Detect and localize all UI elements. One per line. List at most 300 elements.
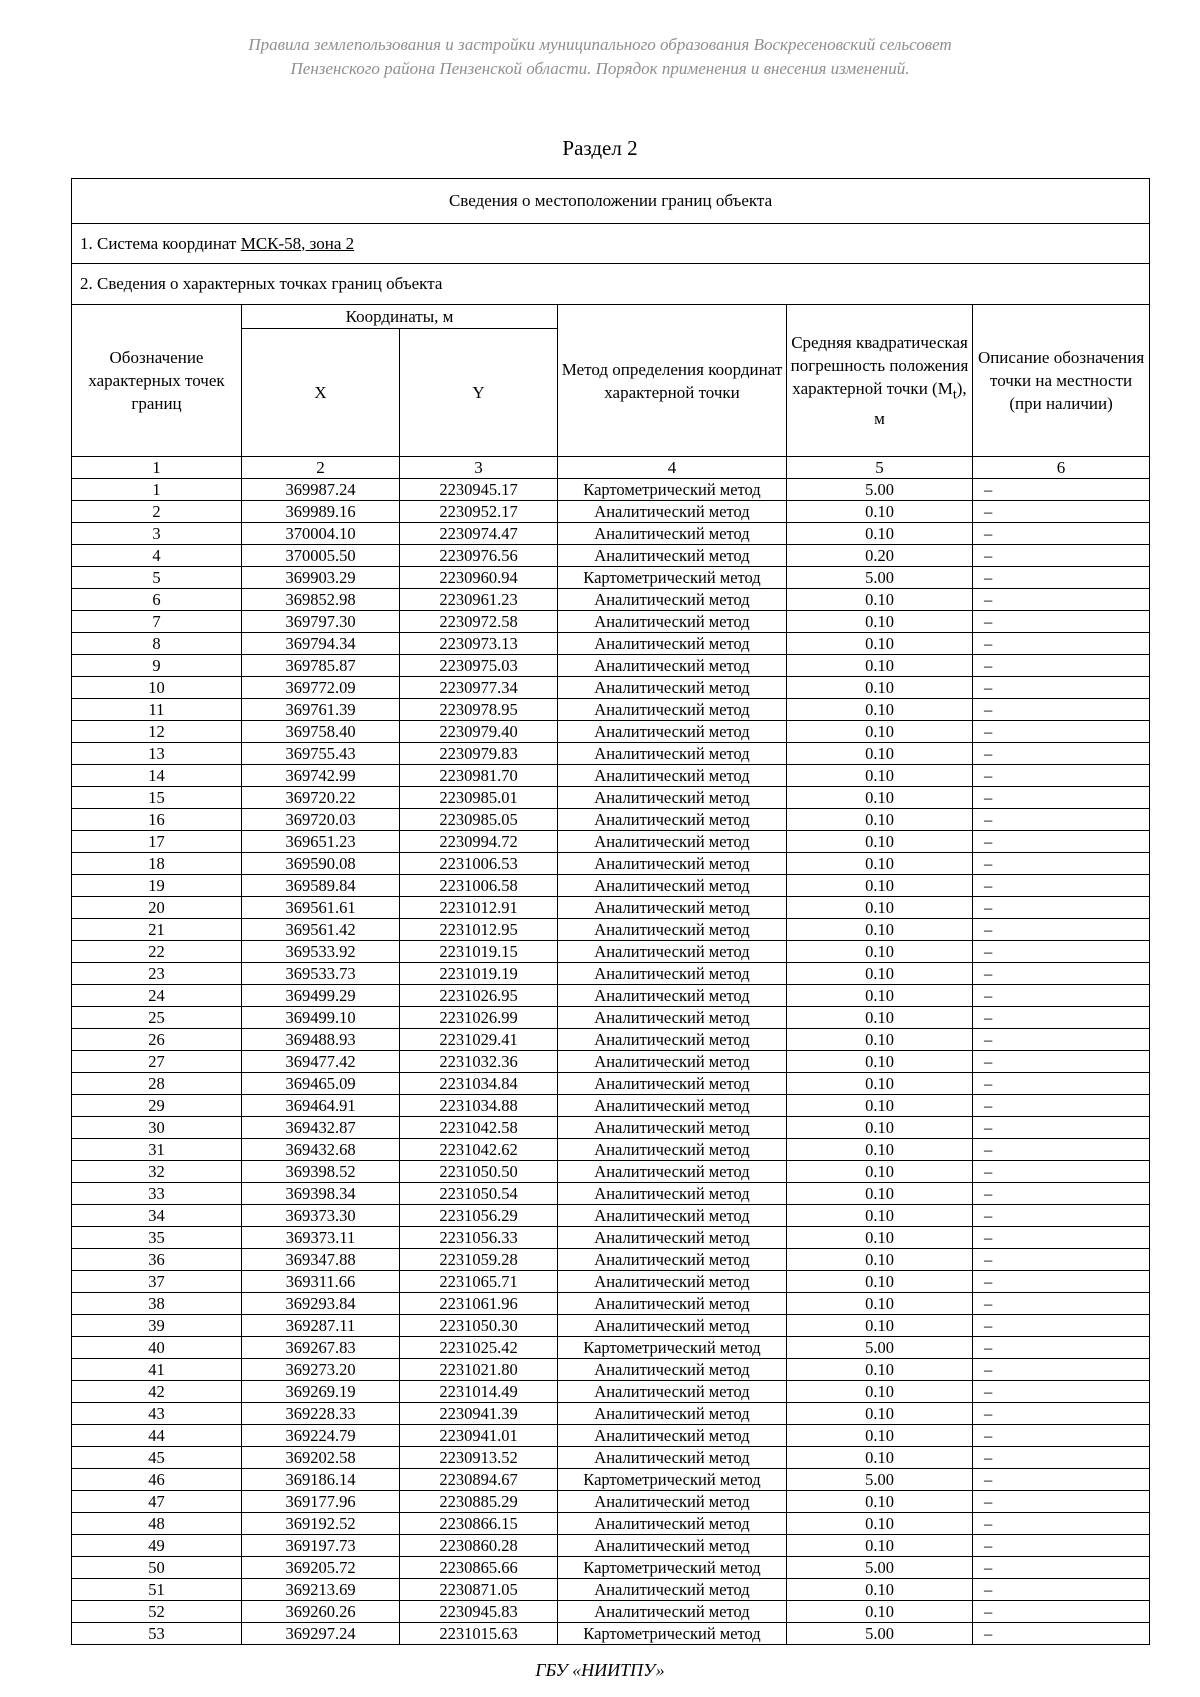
description-cell: – bbox=[973, 1579, 1150, 1601]
x-coordinate-cell: 369398.34 bbox=[242, 1183, 400, 1205]
x-coordinate-cell: 369589.84 bbox=[242, 875, 400, 897]
x-coordinate-cell: 369499.29 bbox=[242, 985, 400, 1007]
table-row bbox=[72, 1447, 1150, 1469]
y-coordinate-cell: 2230985.01 bbox=[400, 787, 558, 809]
method-cell: Аналитический метод bbox=[558, 853, 787, 875]
y-coordinate-cell: 2230866.15 bbox=[400, 1513, 558, 1535]
x-coordinate-cell: 369287.11 bbox=[242, 1315, 400, 1337]
x-coordinate-cell: 369590.08 bbox=[242, 853, 400, 875]
y-coordinate-cell: 2231042.62 bbox=[400, 1139, 558, 1161]
description-cell: – bbox=[973, 1425, 1150, 1447]
y-coordinate-cell: 2231056.33 bbox=[400, 1227, 558, 1249]
description-cell: – bbox=[973, 501, 1150, 523]
method-cell: Аналитический метод bbox=[558, 743, 787, 765]
description-cell: – bbox=[973, 743, 1150, 765]
method-cell: Аналитический метод bbox=[558, 787, 787, 809]
y-coordinate-cell: 2231019.19 bbox=[400, 963, 558, 985]
method-cell: Аналитический метод bbox=[558, 1359, 787, 1381]
point-id-cell: 9 bbox=[72, 655, 242, 677]
point-id-cell: 30 bbox=[72, 1117, 242, 1139]
points-caption: 2. Сведения о характерных точках границ объекта bbox=[72, 264, 1150, 305]
x-coordinate-cell: 369987.24 bbox=[242, 479, 400, 501]
point-id-cell: 22 bbox=[72, 941, 242, 963]
col-designation-header: Обозначение характерных точек границ bbox=[72, 305, 242, 457]
error-cell: 0.10 bbox=[787, 1227, 973, 1249]
table-row bbox=[72, 1535, 1150, 1557]
description-cell: – bbox=[973, 1073, 1150, 1095]
header-line-1: Правила землепользования и застройки муниципального образования Воскресеновский сельсовет bbox=[248, 35, 952, 54]
col-coords-header: Координаты, м bbox=[242, 305, 558, 329]
error-cell: 0.10 bbox=[787, 831, 973, 853]
description-cell: – bbox=[973, 1469, 1150, 1491]
table-row bbox=[72, 1007, 1150, 1029]
x-coordinate-cell: 369797.30 bbox=[242, 611, 400, 633]
error-cell: 0.10 bbox=[787, 501, 973, 523]
description-cell: – bbox=[973, 1491, 1150, 1513]
error-cell: 0.10 bbox=[787, 1205, 973, 1227]
error-cell: 0.10 bbox=[787, 853, 973, 875]
table-row bbox=[72, 809, 1150, 831]
section-title: Раздел 2 bbox=[562, 136, 638, 160]
error-cell: 0.10 bbox=[787, 985, 973, 1007]
method-cell: Аналитический метод bbox=[558, 611, 787, 633]
point-id-cell: 31 bbox=[72, 1139, 242, 1161]
y-coordinate-cell: 2230945.83 bbox=[400, 1601, 558, 1623]
description-cell: – bbox=[973, 765, 1150, 787]
method-cell: Картометрический метод bbox=[558, 479, 787, 501]
error-cell: 0.10 bbox=[787, 1139, 973, 1161]
description-cell: – bbox=[973, 1535, 1150, 1557]
y-coordinate-cell: 2231065.71 bbox=[400, 1271, 558, 1293]
table-row bbox=[72, 1491, 1150, 1513]
y-coordinate-cell: 2231061.96 bbox=[400, 1293, 558, 1315]
y-coordinate-cell: 2231006.58 bbox=[400, 875, 558, 897]
description-cell: – bbox=[973, 1183, 1150, 1205]
method-cell: Аналитический метод bbox=[558, 1601, 787, 1623]
table-row bbox=[72, 1557, 1150, 1579]
table-row bbox=[72, 1117, 1150, 1139]
method-cell: Аналитический метод bbox=[558, 985, 787, 1007]
description-cell: – bbox=[973, 1513, 1150, 1535]
x-coordinate-cell: 369533.73 bbox=[242, 963, 400, 985]
y-coordinate-cell: 2230865.66 bbox=[400, 1557, 558, 1579]
method-cell: Аналитический метод bbox=[558, 919, 787, 941]
description-cell: – bbox=[973, 699, 1150, 721]
y-coordinate-cell: 2231059.28 bbox=[400, 1249, 558, 1271]
description-cell: – bbox=[973, 479, 1150, 501]
method-cell: Картометрический метод bbox=[558, 1337, 787, 1359]
description-cell: – bbox=[973, 941, 1150, 963]
point-id-cell: 3 bbox=[72, 523, 242, 545]
col-error-main: Средняя квадратическая погрешность положения характерной точки (M bbox=[790, 333, 969, 399]
column-number: 6 bbox=[973, 457, 1150, 479]
point-id-cell: 34 bbox=[72, 1205, 242, 1227]
point-id-cell: 15 bbox=[72, 787, 242, 809]
description-cell: – bbox=[973, 1139, 1150, 1161]
point-id-cell: 45 bbox=[72, 1447, 242, 1469]
method-cell: Аналитический метод bbox=[558, 1117, 787, 1139]
col-y-header: Y bbox=[400, 329, 558, 457]
method-cell: Аналитический метод bbox=[558, 1139, 787, 1161]
point-id-cell: 8 bbox=[72, 633, 242, 655]
table-row bbox=[72, 611, 1150, 633]
table-row bbox=[72, 787, 1150, 809]
method-cell: Аналитический метод bbox=[558, 1447, 787, 1469]
y-coordinate-cell: 2230941.01 bbox=[400, 1425, 558, 1447]
description-cell: – bbox=[973, 963, 1150, 985]
description-cell: – bbox=[973, 1601, 1150, 1623]
table-row bbox=[72, 743, 1150, 765]
method-cell: Аналитический метод bbox=[558, 1315, 787, 1337]
column-number: 5 bbox=[787, 457, 973, 479]
col-description-header: Описание обозначения точки на местности (при наличии) bbox=[973, 305, 1150, 457]
point-id-cell: 37 bbox=[72, 1271, 242, 1293]
method-cell: Аналитический метод bbox=[558, 1579, 787, 1601]
error-cell: 5.00 bbox=[787, 479, 973, 501]
x-coordinate-cell: 369186.14 bbox=[242, 1469, 400, 1491]
x-coordinate-cell: 369373.30 bbox=[242, 1205, 400, 1227]
description-cell: – bbox=[973, 1227, 1150, 1249]
error-cell: 0.10 bbox=[787, 1491, 973, 1513]
table-row bbox=[72, 853, 1150, 875]
table-row bbox=[72, 1293, 1150, 1315]
point-id-cell: 50 bbox=[72, 1557, 242, 1579]
table-row bbox=[72, 963, 1150, 985]
error-cell: 0.10 bbox=[787, 1315, 973, 1337]
error-cell: 0.10 bbox=[787, 1073, 973, 1095]
method-cell: Аналитический метод bbox=[558, 875, 787, 897]
method-cell: Аналитический метод bbox=[558, 1249, 787, 1271]
description-cell: – bbox=[973, 1117, 1150, 1139]
table-row bbox=[72, 941, 1150, 963]
point-id-cell: 48 bbox=[72, 1513, 242, 1535]
method-cell: Аналитический метод bbox=[558, 963, 787, 985]
y-coordinate-cell: 2230972.58 bbox=[400, 611, 558, 633]
table-row bbox=[72, 567, 1150, 589]
point-id-cell: 44 bbox=[72, 1425, 242, 1447]
description-cell: – bbox=[973, 611, 1150, 633]
description-cell: – bbox=[973, 1095, 1150, 1117]
y-coordinate-cell: 2230974.47 bbox=[400, 523, 558, 545]
table-row bbox=[72, 985, 1150, 1007]
error-cell: 0.10 bbox=[787, 1403, 973, 1425]
point-id-cell: 4 bbox=[72, 545, 242, 567]
description-cell: – bbox=[973, 545, 1150, 567]
x-coordinate-cell: 369651.23 bbox=[242, 831, 400, 853]
method-cell: Аналитический метод bbox=[558, 1535, 787, 1557]
error-cell: 0.10 bbox=[787, 1249, 973, 1271]
y-coordinate-cell: 2231026.95 bbox=[400, 985, 558, 1007]
error-cell: 0.10 bbox=[787, 1535, 973, 1557]
error-cell: 0.10 bbox=[787, 1601, 973, 1623]
x-coordinate-cell: 369720.22 bbox=[242, 787, 400, 809]
y-coordinate-cell: 2231032.36 bbox=[400, 1051, 558, 1073]
y-coordinate-cell: 2230885.29 bbox=[400, 1491, 558, 1513]
error-cell: 0.10 bbox=[787, 721, 973, 743]
method-cell: Картометрический метод bbox=[558, 567, 787, 589]
header-line-2: Пензенского района Пензенской области. Порядок применения и внесения изменений. bbox=[290, 59, 910, 78]
point-id-cell: 20 bbox=[72, 897, 242, 919]
x-coordinate-cell: 369293.84 bbox=[242, 1293, 400, 1315]
error-cell: 0.10 bbox=[787, 875, 973, 897]
x-coordinate-cell: 369260.26 bbox=[242, 1601, 400, 1623]
table-row bbox=[72, 1095, 1150, 1117]
point-id-cell: 52 bbox=[72, 1601, 242, 1623]
description-cell: – bbox=[973, 1557, 1150, 1579]
method-cell: Аналитический метод bbox=[558, 1205, 787, 1227]
error-cell: 0.10 bbox=[787, 1513, 973, 1535]
y-coordinate-cell: 2231056.29 bbox=[400, 1205, 558, 1227]
document-header bbox=[0, 33, 1200, 81]
error-cell: 0.10 bbox=[787, 1007, 973, 1029]
y-coordinate-cell: 2231034.88 bbox=[400, 1095, 558, 1117]
x-coordinate-cell: 369989.16 bbox=[242, 501, 400, 523]
error-cell: 5.00 bbox=[787, 1557, 973, 1579]
table-row bbox=[72, 919, 1150, 941]
x-coordinate-cell: 369561.61 bbox=[242, 897, 400, 919]
description-cell: – bbox=[973, 787, 1150, 809]
method-cell: Аналитический метод bbox=[558, 1425, 787, 1447]
x-coordinate-cell: 369758.40 bbox=[242, 721, 400, 743]
point-id-cell: 14 bbox=[72, 765, 242, 787]
table-row bbox=[72, 1403, 1150, 1425]
x-coordinate-cell: 369373.11 bbox=[242, 1227, 400, 1249]
point-id-cell: 1 bbox=[72, 479, 242, 501]
description-cell: – bbox=[973, 1315, 1150, 1337]
method-cell: Аналитический метод bbox=[558, 721, 787, 743]
description-cell: – bbox=[973, 1381, 1150, 1403]
error-cell: 0.10 bbox=[787, 633, 973, 655]
table-row bbox=[72, 721, 1150, 743]
error-cell: 0.10 bbox=[787, 1271, 973, 1293]
point-id-cell: 2 bbox=[72, 501, 242, 523]
error-cell: 0.10 bbox=[787, 1293, 973, 1315]
table-row bbox=[72, 479, 1150, 501]
method-cell: Аналитический метод bbox=[558, 1095, 787, 1117]
table-row bbox=[72, 1271, 1150, 1293]
method-cell: Аналитический метод bbox=[558, 1007, 787, 1029]
method-cell: Аналитический метод bbox=[558, 1403, 787, 1425]
description-cell: – bbox=[973, 523, 1150, 545]
description-cell: – bbox=[973, 919, 1150, 941]
error-cell: 0.10 bbox=[787, 809, 973, 831]
description-cell: – bbox=[973, 1337, 1150, 1359]
point-id-cell: 32 bbox=[72, 1161, 242, 1183]
error-cell: 0.10 bbox=[787, 699, 973, 721]
error-cell: 0.10 bbox=[787, 963, 973, 985]
x-coordinate-cell: 370004.10 bbox=[242, 523, 400, 545]
table-row bbox=[72, 1469, 1150, 1491]
description-cell: – bbox=[973, 721, 1150, 743]
x-coordinate-cell: 369852.98 bbox=[242, 589, 400, 611]
description-cell: – bbox=[973, 1007, 1150, 1029]
point-id-cell: 46 bbox=[72, 1469, 242, 1491]
point-id-cell: 11 bbox=[72, 699, 242, 721]
table-row bbox=[72, 1425, 1150, 1447]
point-id-cell: 17 bbox=[72, 831, 242, 853]
method-cell: Аналитический метод bbox=[558, 589, 787, 611]
y-coordinate-cell: 2230975.03 bbox=[400, 655, 558, 677]
x-coordinate-cell: 369267.83 bbox=[242, 1337, 400, 1359]
x-coordinate-cell: 369464.91 bbox=[242, 1095, 400, 1117]
column-number: 4 bbox=[558, 457, 787, 479]
y-coordinate-cell: 2231015.63 bbox=[400, 1623, 558, 1645]
table-row bbox=[72, 501, 1150, 523]
point-id-cell: 33 bbox=[72, 1183, 242, 1205]
y-coordinate-cell: 2230860.28 bbox=[400, 1535, 558, 1557]
table-row bbox=[72, 1205, 1150, 1227]
y-coordinate-cell: 2231019.15 bbox=[400, 941, 558, 963]
description-cell: – bbox=[973, 633, 1150, 655]
description-cell: – bbox=[973, 1029, 1150, 1051]
method-cell: Аналитический метод bbox=[558, 633, 787, 655]
x-coordinate-cell: 369432.87 bbox=[242, 1117, 400, 1139]
x-coordinate-cell: 369197.73 bbox=[242, 1535, 400, 1557]
table-row bbox=[72, 1513, 1150, 1535]
coordinate-system-value: МСК-58, зона 2 bbox=[240, 233, 355, 253]
error-cell: 0.10 bbox=[787, 677, 973, 699]
y-coordinate-cell: 2230973.13 bbox=[400, 633, 558, 655]
error-cell: 0.20 bbox=[787, 545, 973, 567]
error-cell: 0.10 bbox=[787, 1425, 973, 1447]
description-cell: – bbox=[973, 1447, 1150, 1469]
error-cell: 0.10 bbox=[787, 1161, 973, 1183]
table-row bbox=[72, 655, 1150, 677]
y-coordinate-cell: 2230871.05 bbox=[400, 1579, 558, 1601]
y-coordinate-cell: 2230960.94 bbox=[400, 567, 558, 589]
point-id-cell: 25 bbox=[72, 1007, 242, 1029]
table-row bbox=[72, 1249, 1150, 1271]
y-coordinate-cell: 2230994.72 bbox=[400, 831, 558, 853]
error-cell: 0.10 bbox=[787, 655, 973, 677]
error-cell: 0.10 bbox=[787, 765, 973, 787]
method-cell: Аналитический метод bbox=[558, 677, 787, 699]
method-cell: Аналитический метод bbox=[558, 765, 787, 787]
y-coordinate-cell: 2231034.84 bbox=[400, 1073, 558, 1095]
x-coordinate-cell: 369398.52 bbox=[242, 1161, 400, 1183]
description-cell: – bbox=[973, 1161, 1150, 1183]
description-cell: – bbox=[973, 567, 1150, 589]
error-cell: 5.00 bbox=[787, 567, 973, 589]
x-coordinate-cell: 370005.50 bbox=[242, 545, 400, 567]
point-id-cell: 18 bbox=[72, 853, 242, 875]
description-cell: – bbox=[973, 677, 1150, 699]
x-coordinate-cell: 369269.19 bbox=[242, 1381, 400, 1403]
x-coordinate-cell: 369224.79 bbox=[242, 1425, 400, 1447]
table-row bbox=[72, 1161, 1150, 1183]
table-row bbox=[72, 1051, 1150, 1073]
method-cell: Аналитический метод bbox=[558, 1161, 787, 1183]
y-coordinate-cell: 2230941.39 bbox=[400, 1403, 558, 1425]
y-coordinate-cell: 2231012.91 bbox=[400, 897, 558, 919]
table-row bbox=[72, 1601, 1150, 1623]
method-cell: Аналитический метод bbox=[558, 1271, 787, 1293]
method-cell: Картометрический метод bbox=[558, 1623, 787, 1645]
method-cell: Аналитический метод bbox=[558, 1227, 787, 1249]
description-cell: – bbox=[973, 897, 1150, 919]
x-coordinate-cell: 369761.39 bbox=[242, 699, 400, 721]
x-coordinate-cell: 369192.52 bbox=[242, 1513, 400, 1535]
description-cell: – bbox=[973, 1051, 1150, 1073]
point-id-cell: 47 bbox=[72, 1491, 242, 1513]
y-coordinate-cell: 2230952.17 bbox=[400, 501, 558, 523]
y-coordinate-cell: 2231026.99 bbox=[400, 1007, 558, 1029]
y-coordinate-cell: 2231025.42 bbox=[400, 1337, 558, 1359]
x-coordinate-cell: 369297.24 bbox=[242, 1623, 400, 1645]
x-coordinate-cell: 369488.93 bbox=[242, 1029, 400, 1051]
point-id-cell: 39 bbox=[72, 1315, 242, 1337]
x-coordinate-cell: 369202.58 bbox=[242, 1447, 400, 1469]
error-cell: 5.00 bbox=[787, 1469, 973, 1491]
point-id-cell: 12 bbox=[72, 721, 242, 743]
point-id-cell: 43 bbox=[72, 1403, 242, 1425]
description-cell: – bbox=[973, 1623, 1150, 1645]
document-footer: ГБУ «НИИТПУ» bbox=[535, 1660, 665, 1680]
column-numbers-row bbox=[72, 457, 1150, 479]
method-cell: Аналитический метод bbox=[558, 523, 787, 545]
point-id-cell: 53 bbox=[72, 1623, 242, 1645]
error-cell: 5.00 bbox=[787, 1623, 973, 1645]
method-cell: Аналитический метод bbox=[558, 1293, 787, 1315]
x-coordinate-cell: 369755.43 bbox=[242, 743, 400, 765]
table-row bbox=[72, 633, 1150, 655]
error-cell: 0.10 bbox=[787, 523, 973, 545]
table-row bbox=[72, 765, 1150, 787]
x-coordinate-cell: 369347.88 bbox=[242, 1249, 400, 1271]
boundary-points-table bbox=[71, 178, 1150, 1645]
point-id-cell: 5 bbox=[72, 567, 242, 589]
x-coordinate-cell: 369205.72 bbox=[242, 1557, 400, 1579]
method-cell: Аналитический метод bbox=[558, 809, 787, 831]
x-coordinate-cell: 369432.68 bbox=[242, 1139, 400, 1161]
y-coordinate-cell: 2230977.34 bbox=[400, 677, 558, 699]
description-cell: – bbox=[973, 1403, 1150, 1425]
table-row bbox=[72, 1359, 1150, 1381]
column-number: 2 bbox=[242, 457, 400, 479]
error-cell: 0.10 bbox=[787, 611, 973, 633]
x-coordinate-cell: 369177.96 bbox=[242, 1491, 400, 1513]
col-error-tail: ), м bbox=[874, 379, 967, 428]
method-cell: Аналитический метод bbox=[558, 897, 787, 919]
point-id-cell: 19 bbox=[72, 875, 242, 897]
table-row bbox=[72, 1029, 1150, 1051]
point-id-cell: 10 bbox=[72, 677, 242, 699]
table-row bbox=[72, 1315, 1150, 1337]
table-row bbox=[72, 677, 1150, 699]
y-coordinate-cell: 2230894.67 bbox=[400, 1469, 558, 1491]
method-cell: Аналитический метод bbox=[558, 655, 787, 677]
description-cell: – bbox=[973, 1205, 1150, 1227]
method-cell: Аналитический метод bbox=[558, 699, 787, 721]
point-id-cell: 40 bbox=[72, 1337, 242, 1359]
error-cell: 0.10 bbox=[787, 787, 973, 809]
description-cell: – bbox=[973, 1271, 1150, 1293]
column-number: 3 bbox=[400, 457, 558, 479]
col-x-header: X bbox=[242, 329, 400, 457]
table-row bbox=[72, 545, 1150, 567]
y-coordinate-cell: 2230978.95 bbox=[400, 699, 558, 721]
error-cell: 0.10 bbox=[787, 941, 973, 963]
method-cell: Картометрический метод bbox=[558, 1557, 787, 1579]
y-coordinate-cell: 2231029.41 bbox=[400, 1029, 558, 1051]
x-coordinate-cell: 369533.92 bbox=[242, 941, 400, 963]
col-error-header bbox=[787, 305, 973, 457]
error-cell: 0.10 bbox=[787, 1117, 973, 1139]
method-cell: Аналитический метод bbox=[558, 545, 787, 567]
error-cell: 0.10 bbox=[787, 1447, 973, 1469]
error-cell: 0.10 bbox=[787, 897, 973, 919]
x-coordinate-cell: 369228.33 bbox=[242, 1403, 400, 1425]
